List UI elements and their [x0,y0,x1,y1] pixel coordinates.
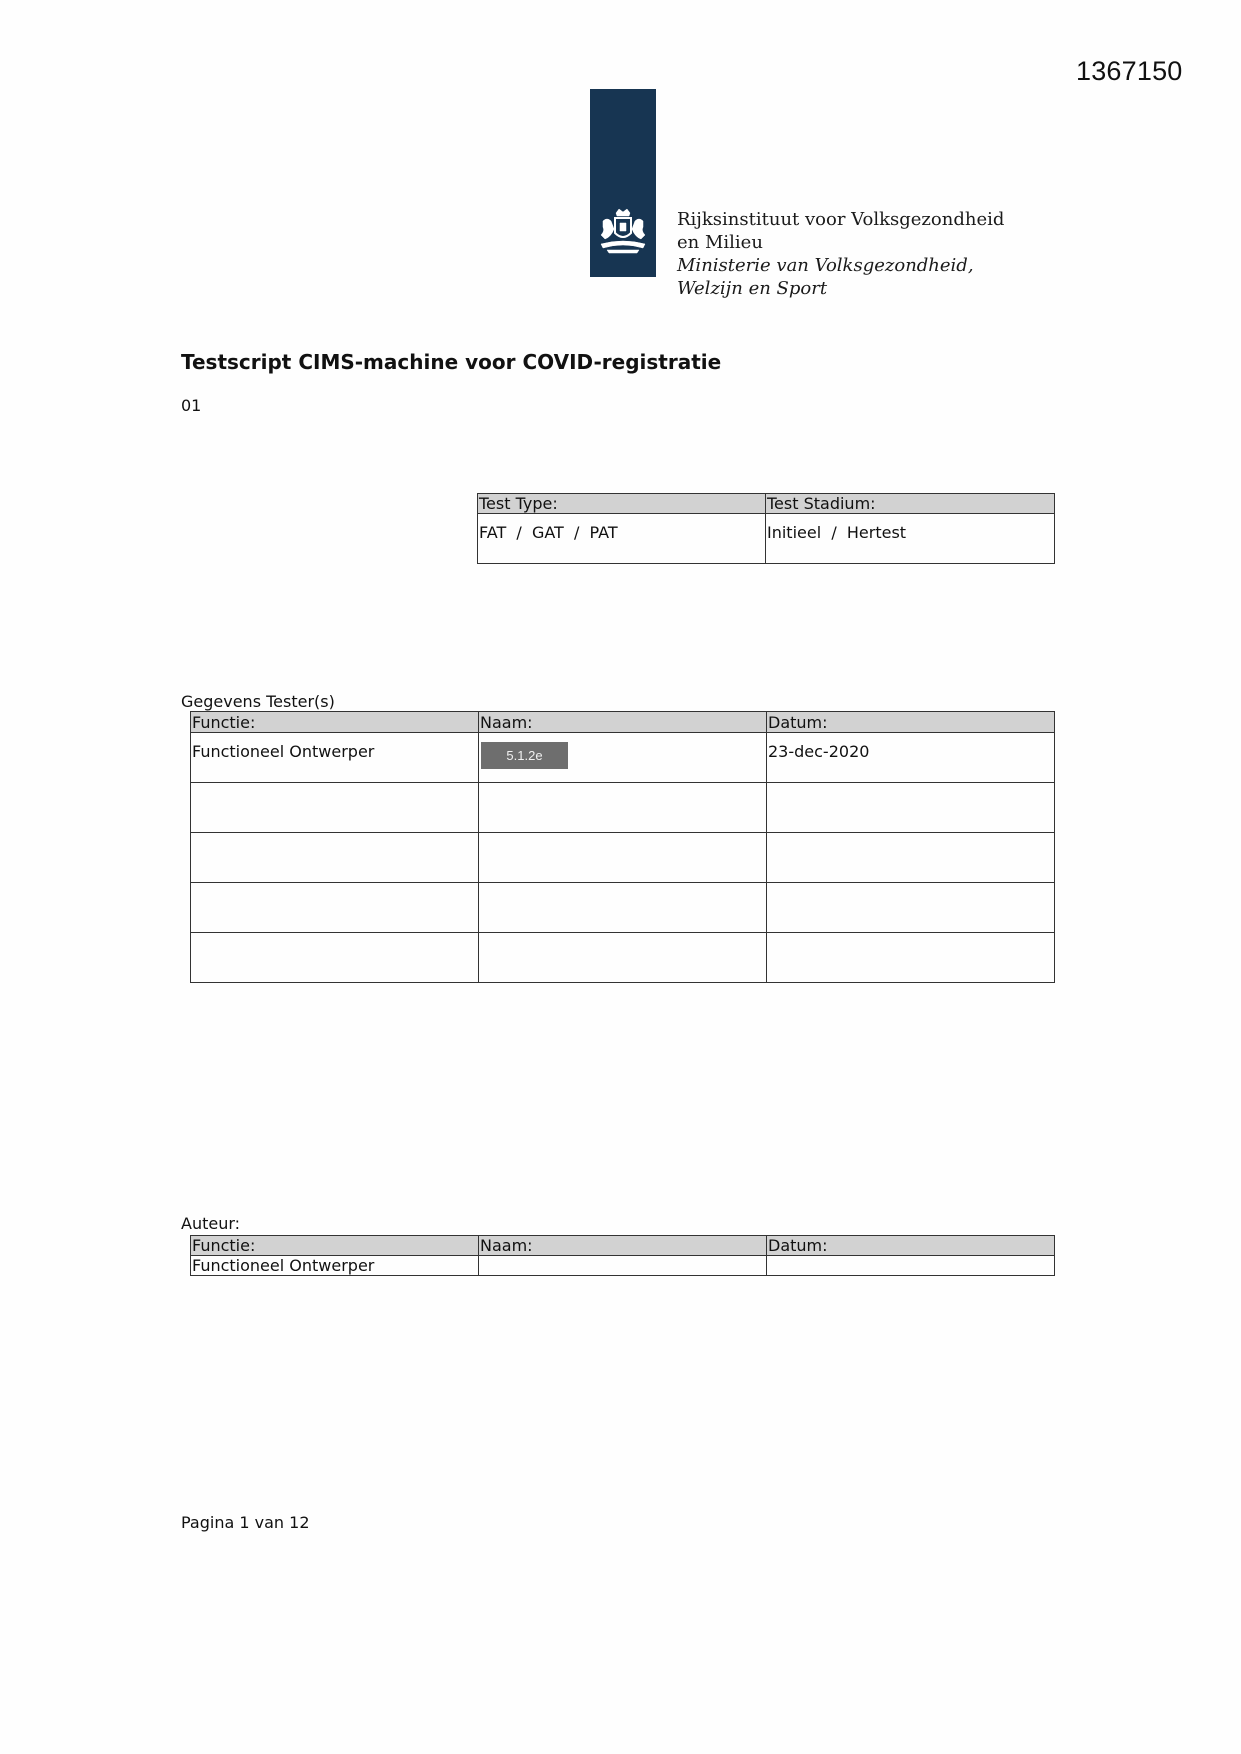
empty-cell [479,1256,767,1276]
table-header-row [191,712,1055,733]
empty-cell [191,883,479,933]
test-type-options: FAT / GAT / PAT [478,514,766,564]
tester-functie: Functioneel Ontwerper [191,733,479,783]
redaction-box: 5.1.2e [481,742,568,769]
government-logo [590,89,656,277]
testers-section-label: Gegevens Tester(s) [181,692,335,711]
empty-cell [479,883,767,933]
header-functie: Functie: [191,1236,479,1256]
header-datum: Datum: [767,1236,1055,1256]
empty-cell [479,783,767,833]
table-row [191,833,1055,883]
org-name-line-1: Rijksinstituut voor Volksgezondheid [677,209,1005,230]
table-row [191,883,1055,933]
table-header-row [478,494,1055,514]
table-row [191,933,1055,983]
empty-cell [191,783,479,833]
coat-of-arms-icon [593,207,653,257]
page-number: Pagina 1 van 12 [181,1513,310,1532]
author-table [190,1235,1055,1276]
table-row [478,514,1055,564]
header-datum: Datum: [767,712,1055,733]
document-number: 1367150 [1076,56,1183,86]
author-section-label: Auteur: [181,1214,241,1233]
tester-datum: 23-dec-2020 [767,733,1055,783]
empty-cell [767,883,1055,933]
table-header-row [191,1236,1055,1256]
header-functie: Functie: [191,712,479,733]
empty-cell [767,833,1055,883]
table-row [191,733,1055,783]
header-naam: Naam: [479,1236,767,1256]
test-type-table [477,493,1055,564]
header-test-stadium: Test Stadium: [766,494,1055,514]
header-naam: Naam: [479,712,767,733]
empty-cell [191,833,479,883]
empty-cell [767,933,1055,983]
empty-cell [191,933,479,983]
empty-cell [479,933,767,983]
tester-naam-cell [479,733,767,783]
author-functie: Functioneel Ontwerper [191,1256,479,1276]
ministry-name-line-1: Ministerie van Volksgezondheid, [677,255,974,276]
document-version: 01 [181,396,202,415]
ministry-name-line-2: Welzijn en Sport [677,278,828,299]
table-row [191,783,1055,833]
testers-table [190,711,1055,983]
test-stadium-options: Initieel / Hertest [766,514,1055,564]
table-row [191,1256,1055,1276]
empty-cell [479,833,767,883]
document-title: Testscript CIMS-machine voor COVID-registratie [181,350,722,374]
empty-cell [767,783,1055,833]
header-test-type: Test Type: [478,494,766,514]
org-name-line-2: en Milieu [677,232,763,253]
empty-cell [767,1256,1055,1276]
